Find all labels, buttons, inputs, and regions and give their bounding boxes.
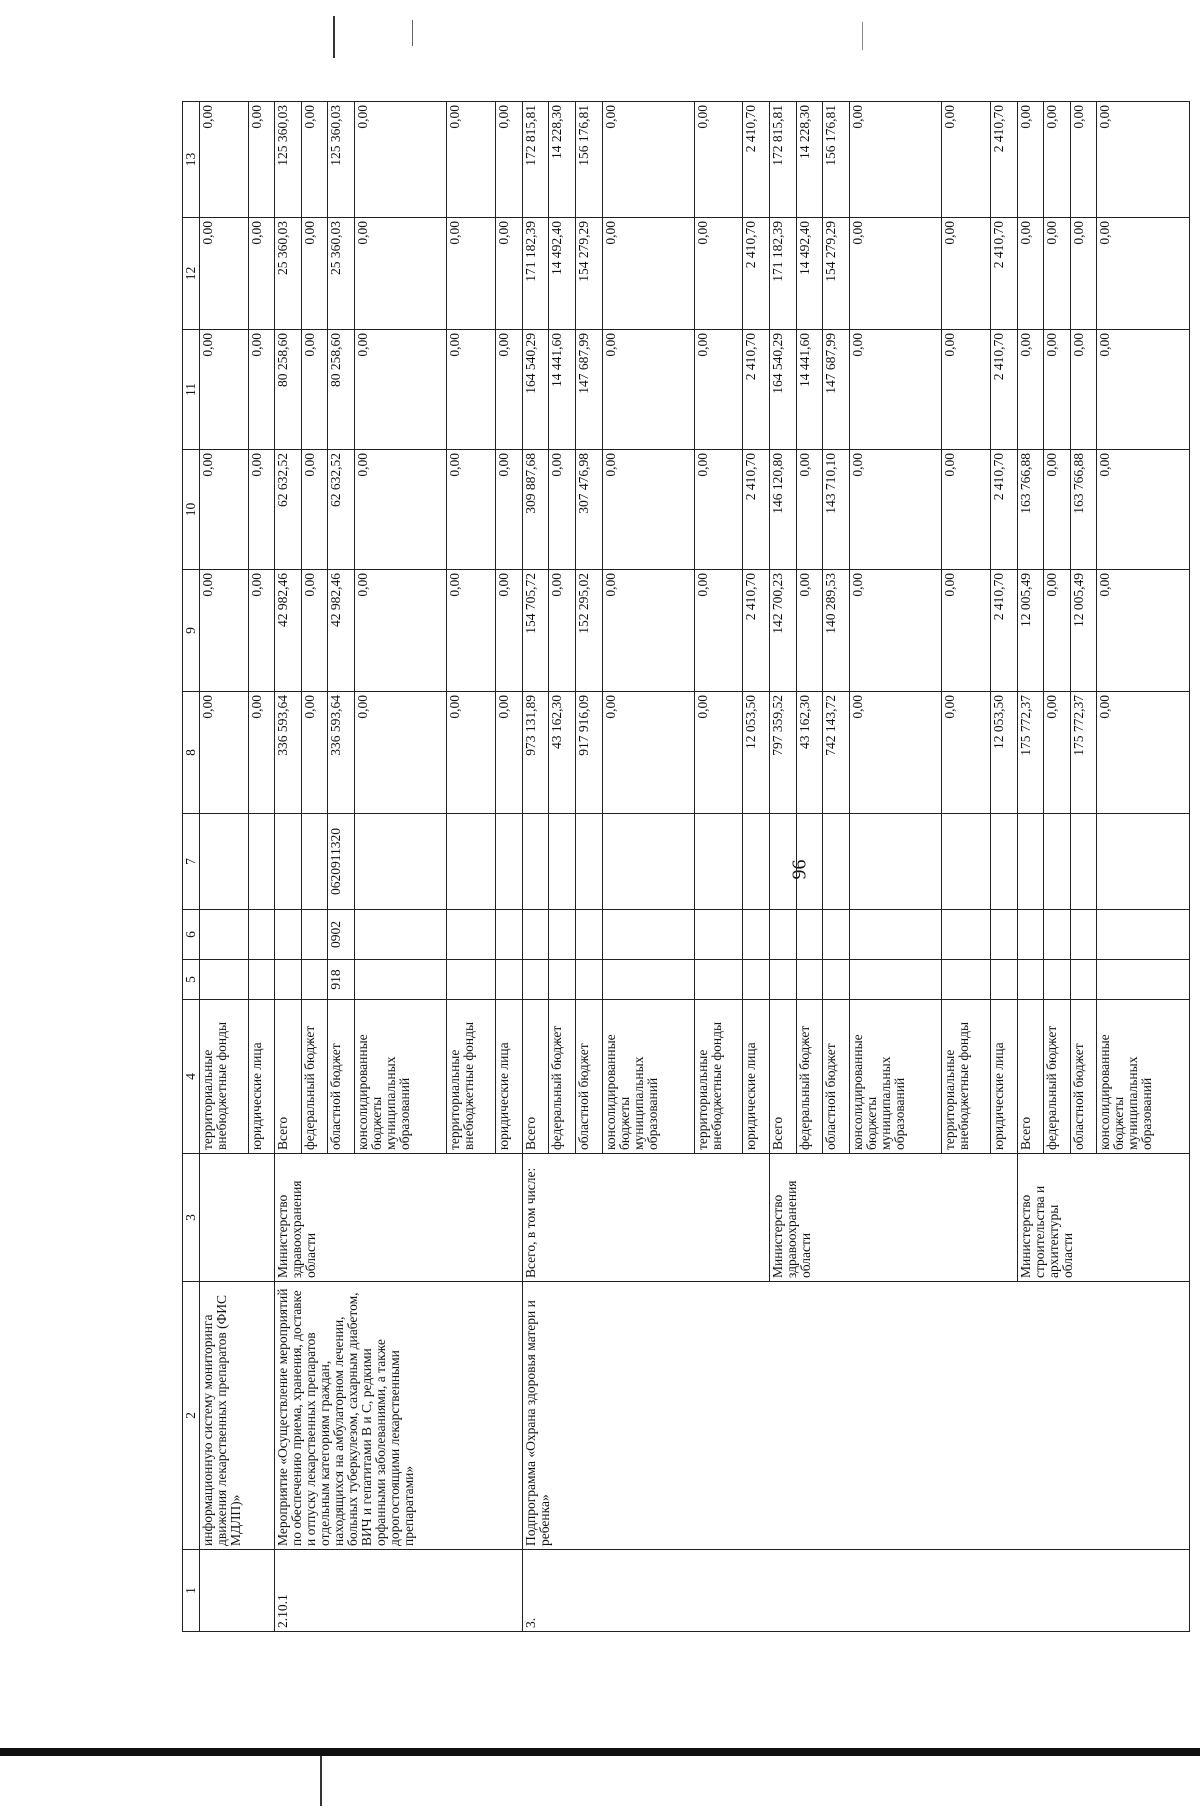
program-name: Подпрограмма «Охрана здоровья матери и ребенка» (522, 1282, 1189, 1550)
funding-source: консолидированные бюджеты муниципальных образований (849, 1000, 941, 1154)
code-csr (849, 814, 941, 910)
code-grbs (496, 960, 523, 1000)
code-rzpr (942, 910, 991, 960)
code-grbs (200, 960, 249, 1000)
code-grbs (1044, 960, 1071, 1000)
header-cell: 4 (183, 1000, 200, 1154)
value-year: 0,00 (849, 570, 941, 692)
code-csr: 0620911320 (328, 814, 355, 910)
value-year: 172 815,81 (522, 102, 549, 218)
code-csr (602, 814, 694, 910)
value-year: 2 410,70 (990, 570, 1017, 692)
funding-source: территориальные внебюджетные фонды (942, 1000, 991, 1154)
value-year: 0,00 (248, 570, 275, 692)
value-year: 0,00 (549, 450, 576, 570)
table-row (200, 102, 249, 1632)
value-total: 0,00 (301, 692, 328, 814)
code-rzpr (355, 910, 447, 960)
value-year: 42 982,46 (328, 570, 355, 692)
code-grbs (1070, 960, 1097, 1000)
code-rzpr (275, 910, 302, 960)
code-rzpr (447, 910, 496, 960)
scan-artifact (862, 22, 863, 50)
funding-source: юридические лица (248, 1000, 275, 1154)
value-year: 0,00 (496, 218, 523, 330)
value-year: 0,00 (248, 450, 275, 570)
code-csr (447, 814, 496, 910)
funding-source: Всего (1017, 1000, 1044, 1154)
row-number: 2.10.1 (275, 1550, 522, 1632)
value-total: 973 131,89 (522, 692, 549, 814)
value-year: 0,00 (200, 570, 249, 692)
executor (200, 1154, 275, 1282)
value-total: 175 772,37 (1070, 692, 1097, 814)
code-grbs (522, 960, 549, 1000)
value-year: 0,00 (1070, 330, 1097, 450)
row-number: 3. (522, 1550, 1189, 1632)
table-row (522, 102, 549, 1632)
value-year: 147 687,99 (575, 330, 602, 450)
value-year: 154 279,29 (575, 218, 602, 330)
code-csr (694, 814, 743, 910)
value-year: 0,00 (496, 570, 523, 692)
funding-source: областной бюджет (575, 1000, 602, 1154)
funding-source: областной бюджет (1070, 1000, 1097, 1154)
value-total: 0,00 (248, 692, 275, 814)
code-grbs (823, 960, 850, 1000)
value-year: 0,00 (447, 218, 496, 330)
value-year: 0,00 (602, 102, 694, 218)
value-year: 62 632,52 (328, 450, 355, 570)
value-year: 0,00 (942, 570, 991, 692)
value-year: 0,00 (200, 330, 249, 450)
funding-source: областной бюджет (328, 1000, 355, 1154)
budget-table (182, 101, 1190, 1632)
code-csr (496, 814, 523, 910)
code-rzpr (522, 910, 549, 960)
code-csr (770, 814, 797, 910)
value-year: 307 476,98 (575, 450, 602, 570)
value-total: 0,00 (496, 692, 523, 814)
value-year: 0,00 (1070, 218, 1097, 330)
header-cell: 13 (183, 102, 200, 218)
value-year: 0,00 (1044, 330, 1071, 450)
code-csr (301, 814, 328, 910)
code-grbs (602, 960, 694, 1000)
value-year: 14 492,40 (796, 218, 823, 330)
value-year: 42 982,46 (275, 570, 302, 692)
code-grbs (275, 960, 302, 1000)
code-rzpr (496, 910, 523, 960)
code-rzpr (248, 910, 275, 960)
value-year: 146 120,80 (770, 450, 797, 570)
value-year: 0,00 (1097, 218, 1190, 330)
value-year: 0,00 (694, 102, 743, 218)
value-year: 0,00 (694, 330, 743, 450)
scan-artifact (412, 20, 413, 46)
value-year: 0,00 (602, 570, 694, 692)
code-grbs (770, 960, 797, 1000)
value-year: 0,00 (849, 102, 941, 218)
code-csr (522, 814, 549, 910)
value-year: 0,00 (942, 330, 991, 450)
header-cell: 12 (183, 218, 200, 330)
value-year: 154 705,72 (522, 570, 549, 692)
funding-source: федеральный бюджет (796, 1000, 823, 1154)
value-total: 43 162,30 (549, 692, 576, 814)
code-csr (1097, 814, 1190, 910)
code-rzpr (200, 910, 249, 960)
value-year: 25 360,03 (275, 218, 302, 330)
value-year: 14 228,30 (796, 102, 823, 218)
value-year: 0,00 (301, 218, 328, 330)
header-cell: 2 (183, 1282, 200, 1550)
value-year: 2 410,70 (743, 330, 770, 450)
funding-source: юридические лица (496, 1000, 523, 1154)
value-year: 0,00 (200, 102, 249, 218)
executor: Всего, в том числе: (522, 1154, 769, 1282)
value-year: 0,00 (694, 218, 743, 330)
value-year: 0,00 (942, 218, 991, 330)
value-total: 0,00 (355, 692, 447, 814)
header-cell: 8 (183, 692, 200, 814)
value-year: 0,00 (602, 330, 694, 450)
value-year: 80 258,60 (275, 330, 302, 450)
value-year: 2 410,70 (990, 450, 1017, 570)
code-rzpr (301, 910, 328, 960)
code-grbs (694, 960, 743, 1000)
funding-source: юридические лица (990, 1000, 1017, 1154)
code-rzpr (1097, 910, 1190, 960)
program-name: Мероприятие «Осуществление мероприятий по обеспечению приема, хранения, доставке и отпуску лекарственных препаратов отдельным категориям граждан, находящихся на амбулаторном лечении, больных туберкулезом, сахарным диабетом, ВИЧ и гепатитами В и С, редкими орфанными заболеваниями, а также дорогостоящими лекарственными препаратами» (275, 1282, 522, 1550)
value-year: 156 176,81 (575, 102, 602, 218)
value-year: 0,00 (200, 218, 249, 330)
code-csr (275, 814, 302, 910)
code-grbs (355, 960, 447, 1000)
value-year: 0,00 (355, 218, 447, 330)
value-year: 142 700,23 (770, 570, 797, 692)
code-rzpr (602, 910, 694, 960)
value-year: 0,00 (1070, 102, 1097, 218)
code-grbs (575, 960, 602, 1000)
code-rzpr (796, 910, 823, 960)
value-year: 0,00 (355, 102, 447, 218)
funding-source: областной бюджет (823, 1000, 850, 1154)
code-csr (990, 814, 1017, 910)
code-csr (823, 814, 850, 910)
value-year: 25 360,03 (328, 218, 355, 330)
funding-source: консолидированные бюджеты муниципальных образований (355, 1000, 447, 1154)
code-rzpr (990, 910, 1017, 960)
value-year: 171 182,39 (770, 218, 797, 330)
value-year: 2 410,70 (743, 102, 770, 218)
value-year: 14 441,60 (549, 330, 576, 450)
value-total: 0,00 (694, 692, 743, 814)
funding-source: Всего (275, 1000, 302, 1154)
funding-source: федеральный бюджет (549, 1000, 576, 1154)
code-rzpr: 0902 (328, 910, 355, 960)
code-csr (200, 814, 249, 910)
value-year: 14 492,40 (549, 218, 576, 330)
funding-source: Всего (522, 1000, 549, 1154)
header-cell: 6 (183, 910, 200, 960)
value-year: 309 887,68 (522, 450, 549, 570)
value-year: 2 410,70 (743, 450, 770, 570)
code-csr (796, 814, 823, 910)
value-year: 0,00 (447, 102, 496, 218)
value-year: 12 005,49 (1070, 570, 1097, 692)
code-csr (355, 814, 447, 910)
code-rzpr (694, 910, 743, 960)
value-year: 0,00 (1097, 330, 1190, 450)
code-rzpr (1070, 910, 1097, 960)
value-year: 0,00 (849, 218, 941, 330)
table-row (275, 102, 302, 1632)
value-year: 0,00 (301, 102, 328, 218)
value-year: 0,00 (355, 450, 447, 570)
header-cell: 7 (183, 814, 200, 910)
code-csr (549, 814, 576, 910)
executor: Министерство здравоохранения области (275, 1154, 522, 1282)
page-number: 96 (788, 859, 811, 880)
value-year: 147 687,99 (823, 330, 850, 450)
value-year: 0,00 (248, 330, 275, 450)
header-cell: 11 (183, 330, 200, 450)
value-year: 0,00 (496, 330, 523, 450)
value-year: 152 295,02 (575, 570, 602, 692)
value-year: 0,00 (549, 570, 576, 692)
code-csr (1070, 814, 1097, 910)
value-year: 0,00 (447, 330, 496, 450)
code-grbs (990, 960, 1017, 1000)
value-total: 336 593,64 (275, 692, 302, 814)
value-year: 2 410,70 (990, 330, 1017, 450)
code-grbs (248, 960, 275, 1000)
value-year: 163 766,88 (1070, 450, 1097, 570)
header-row (183, 102, 200, 1632)
code-rzpr (575, 910, 602, 960)
code-grbs: 918 (328, 960, 355, 1000)
row-number (200, 1550, 275, 1632)
value-year: 164 540,29 (522, 330, 549, 450)
value-year: 140 289,53 (823, 570, 850, 692)
value-year: 125 360,03 (275, 102, 302, 218)
value-year: 2 410,70 (990, 102, 1017, 218)
value-year: 0,00 (694, 570, 743, 692)
header-cell: 1 (183, 1550, 200, 1632)
executor: Министерство строительства и архитектуры области (1017, 1154, 1189, 1282)
executor: Министерство здравоохранения области (770, 1154, 1017, 1282)
value-total: 0,00 (849, 692, 941, 814)
code-grbs (849, 960, 941, 1000)
funding-source: консолидированные бюджеты муниципальных образований (1097, 1000, 1190, 1154)
code-rzpr (770, 910, 797, 960)
value-year: 0,00 (301, 450, 328, 570)
scan-edge-line (0, 1748, 1200, 1756)
value-year: 0,00 (1097, 570, 1190, 692)
value-year: 0,00 (1044, 570, 1071, 692)
value-year: 62 632,52 (275, 450, 302, 570)
value-total: 797 359,52 (770, 692, 797, 814)
code-rzpr (1017, 910, 1044, 960)
value-year: 0,00 (301, 570, 328, 692)
code-csr (743, 814, 770, 910)
value-year: 80 258,60 (328, 330, 355, 450)
value-year: 125 360,03 (328, 102, 355, 218)
funding-source: федеральный бюджет (301, 1000, 328, 1154)
code-grbs (301, 960, 328, 1000)
value-year: 0,00 (602, 450, 694, 570)
value-year: 12 005,49 (1017, 570, 1044, 692)
code-grbs (549, 960, 576, 1000)
code-grbs (447, 960, 496, 1000)
header-cell: 5 (183, 960, 200, 1000)
code-rzpr (743, 910, 770, 960)
code-rzpr (849, 910, 941, 960)
value-year: 164 540,29 (770, 330, 797, 450)
value-year: 0,00 (200, 450, 249, 570)
value-total: 917 916,09 (575, 692, 602, 814)
value-year: 0,00 (447, 570, 496, 692)
funding-source: территориальные внебюджетные фонды (447, 1000, 496, 1154)
funding-source: юридические лица (743, 1000, 770, 1154)
code-csr (942, 814, 991, 910)
value-total: 43 162,30 (796, 692, 823, 814)
header-cell: 10 (183, 450, 200, 570)
code-rzpr (549, 910, 576, 960)
value-year: 0,00 (496, 450, 523, 570)
value-year: 0,00 (355, 330, 447, 450)
value-year: 0,00 (447, 450, 496, 570)
value-total: 0,00 (942, 692, 991, 814)
value-year: 0,00 (796, 570, 823, 692)
code-grbs (743, 960, 770, 1000)
value-year: 171 182,39 (522, 218, 549, 330)
value-total: 336 593,64 (328, 692, 355, 814)
code-rzpr (1044, 910, 1071, 960)
value-year: 172 815,81 (770, 102, 797, 218)
code-grbs (796, 960, 823, 1000)
funding-source: Всего (770, 1000, 797, 1154)
value-year: 0,00 (1017, 102, 1044, 218)
value-total: 175 772,37 (1017, 692, 1044, 814)
funding-source: консолидированные бюджеты муниципальных образований (602, 1000, 694, 1154)
code-csr (575, 814, 602, 910)
program-name: информационную систему мониторинга движения лекарственных препаратов (ФИС МДЛП)» (200, 1282, 275, 1550)
value-year: 2 410,70 (990, 218, 1017, 330)
funding-source: территориальные внебюджетные фонды (694, 1000, 743, 1154)
value-total: 0,00 (1044, 692, 1071, 814)
value-year: 0,00 (1044, 102, 1071, 218)
scan-artifact (333, 16, 335, 58)
value-year: 0,00 (942, 450, 991, 570)
value-year: 0,00 (355, 570, 447, 692)
value-year: 0,00 (849, 450, 941, 570)
value-year: 143 710,10 (823, 450, 850, 570)
value-total: 0,00 (1097, 692, 1190, 814)
value-total: 0,00 (602, 692, 694, 814)
value-year: 14 441,60 (796, 330, 823, 450)
scan-artifact (320, 1756, 322, 1806)
value-year: 0,00 (602, 218, 694, 330)
value-year: 0,00 (1097, 450, 1190, 570)
value-total: 742 143,72 (823, 692, 850, 814)
value-total: 12 053,50 (743, 692, 770, 814)
value-year: 0,00 (1044, 450, 1071, 570)
code-csr (248, 814, 275, 910)
code-rzpr (823, 910, 850, 960)
value-year: 163 766,88 (1017, 450, 1044, 570)
funding-source: территориальные внебюджетные фонды (200, 1000, 249, 1154)
value-total: 12 053,50 (990, 692, 1017, 814)
value-year: 154 279,29 (823, 218, 850, 330)
value-year: 0,00 (496, 102, 523, 218)
value-total: 0,00 (200, 692, 249, 814)
code-grbs (1017, 960, 1044, 1000)
value-year: 2 410,70 (743, 570, 770, 692)
code-grbs (1097, 960, 1190, 1000)
value-year: 14 228,30 (549, 102, 576, 218)
value-year: 0,00 (1097, 102, 1190, 218)
value-year: 2 410,70 (743, 218, 770, 330)
code-csr (1044, 814, 1071, 910)
header-cell: 9 (183, 570, 200, 692)
value-year: 0,00 (1044, 218, 1071, 330)
funding-source: федеральный бюджет (1044, 1000, 1071, 1154)
value-year: 0,00 (796, 450, 823, 570)
code-csr (1017, 814, 1044, 910)
header-cell: 3 (183, 1154, 200, 1282)
value-year: 0,00 (1017, 218, 1044, 330)
value-year: 0,00 (301, 330, 328, 450)
rotated-table-container (182, 102, 1190, 1632)
value-year: 0,00 (248, 102, 275, 218)
value-year: 0,00 (694, 450, 743, 570)
value-year: 0,00 (248, 218, 275, 330)
value-year: 0,00 (849, 330, 941, 450)
code-grbs (942, 960, 991, 1000)
value-year: 0,00 (1017, 330, 1044, 450)
value-total: 0,00 (447, 692, 496, 814)
value-year: 156 176,81 (823, 102, 850, 218)
value-year: 0,00 (942, 102, 991, 218)
